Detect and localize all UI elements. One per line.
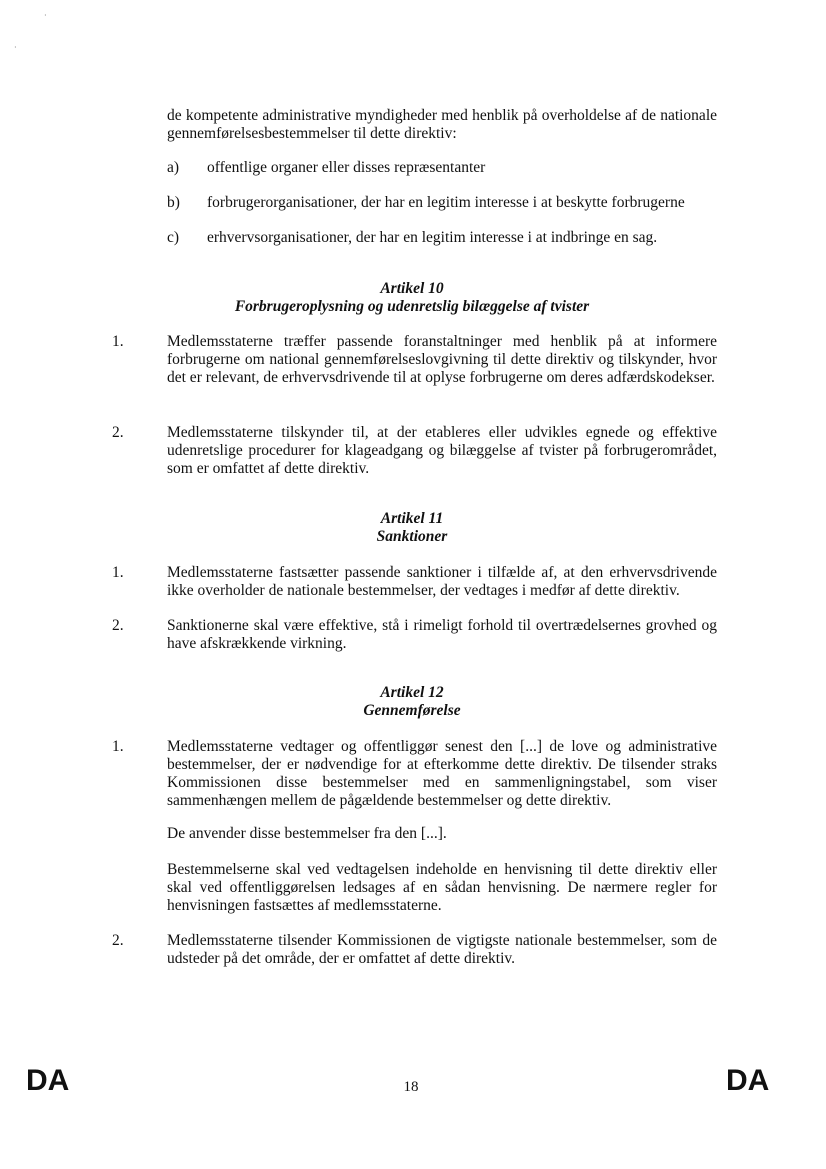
article-11-para-2: Sanktionerne skal være effektive, stå i rimeligt forhold til overtrædelsernes grovhed og have afskrækkende virkning. xyxy=(167,617,717,652)
article-10-title: Forbrugeroplysning og udenretslig bilæggelse af tvister xyxy=(234,298,590,315)
list-letter-a: a) xyxy=(167,159,180,176)
article-11-number: Artikel 11 xyxy=(380,510,444,527)
article-12-number: Artikel 12 xyxy=(380,684,444,701)
article-10-para-1: Medlemsstaterne træffer passende foranstaltninger med henblik på at informere forbrugerne om national gennemførelseslovgivning til dette direktiv og tilskynder, hvor det er relevant, de erhvervsdrivende til at oplyse forbrugerne om deres adfærdskodekser. xyxy=(167,333,717,386)
list-item-c: erhvervsorganisationer, der har en legitim interesse i at indbringe en sag. xyxy=(207,229,658,246)
article-12-para-1-number: 1. xyxy=(112,738,124,755)
article-12-para-2: Medlemsstaterne tilsender Kommissionen de vigtigste nationale bestemmelser, som de udsteder på det område, der er omfattet af dette direktiv. xyxy=(167,932,717,967)
article-10-para-2: Medlemsstaterne tilskynder til, at der etableres eller udvikles egnede og effektive udenretslige procedurer for klageadgang og bilæggelse af tvister på forbrugerområdet, som er omfattet af dette direktiv. xyxy=(167,424,717,477)
article-10-number: Artikel 10 xyxy=(380,280,444,297)
footer-language-left: DA xyxy=(26,1064,70,1097)
article-10-para-2-number: 2. xyxy=(112,424,124,441)
scan-mark: · xyxy=(44,11,47,20)
footer-language-right: DA xyxy=(726,1064,770,1097)
list-letter-b: b) xyxy=(167,194,180,211)
page-number: 18 xyxy=(403,1079,419,1095)
article-11-title: Sanktioner xyxy=(376,528,448,545)
article-12-para-2-number: 2. xyxy=(112,932,124,949)
article-12-title: Gennemførelse xyxy=(363,702,461,719)
article-12-para-1-sub-1: De anvender disse bestemmelser fra den [...]. xyxy=(167,825,447,842)
intro-paragraph: de kompetente administrative myndigheder med henblik på overholdelse af de nationale gennemførelsesbestemmelser til dette direktiv: xyxy=(167,107,717,142)
article-10-para-1-number: 1. xyxy=(112,333,124,350)
article-11-para-1: Medlemsstaterne fastsætter passende sanktioner i tilfælde af, at den erhvervsdrivende ikke overholder de nationale bestemmelser, der vedtages i medfør af dette direktiv. xyxy=(167,564,717,599)
article-12-para-1-sub-2: Bestemmelserne skal ved vedtagelsen indeholde en henvisning til dette direktiv eller skal ved offentliggørelsen ledsages af en sådan henvisning. De nærmere regler for henvisningen fastsættes af medlemsstaterne. xyxy=(167,861,717,914)
scan-mark: · xyxy=(14,43,17,52)
article-11-para-2-number: 2. xyxy=(112,617,124,634)
list-letter-c: c) xyxy=(167,229,180,246)
list-item-a: offentlige organer eller disses repræsentanter xyxy=(207,159,486,176)
list-item-b: forbrugerorganisationer, der har en legitim interesse i at beskytte forbrugerne xyxy=(207,194,685,211)
article-12-para-1: Medlemsstaterne vedtager og offentliggør senest den [...] de love og administrative bestemmelser, der er nødvendige for at efterkomme dette direktiv. De tilsender straks Kommissionen disse bestemmelser med en sammenligningstabel, som viser sammenhængen mellem de pågældende bestemmelser og dette direktiv. xyxy=(167,738,717,809)
article-11-para-1-number: 1. xyxy=(112,564,124,581)
